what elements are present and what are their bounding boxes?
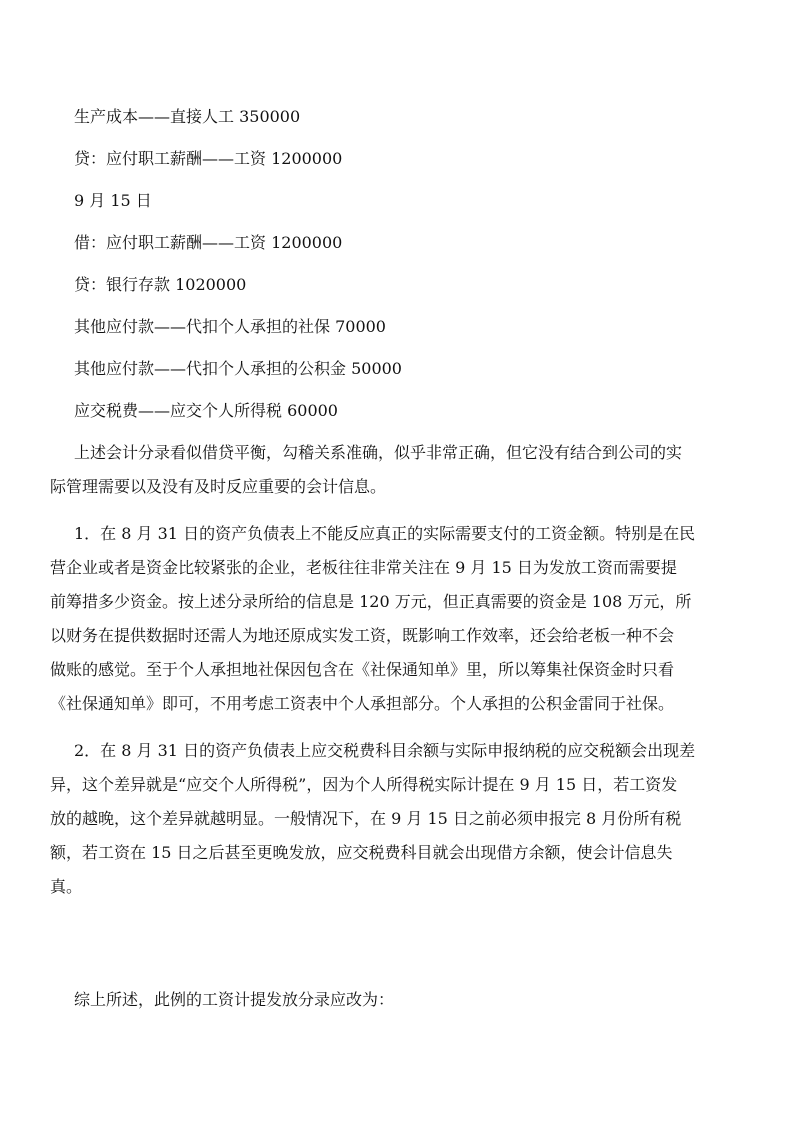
entry-line: 借：应付职工薪酬——工资 1200000 <box>74 233 343 252</box>
entry-line: 生产成本——直接人工 350000 <box>74 107 301 126</box>
paragraph-line: 际管理需要以及没有及时反应重要的会计信息。 <box>50 477 387 496</box>
paragraph-point-2 <box>50 734 728 904</box>
paragraph-line: 前筹措多少资金。按上述分录所给的信息是 120 万元，但正真需要的资金是 108 万元，所 <box>50 592 692 611</box>
paragraph-line: 营企业或者是资金比较紧张的企业，老板往往非常关注在 9 月 15 日为发放工资而需要提 <box>50 558 677 577</box>
paragraph-line: 额，若工资在 15 日之后甚至更晚发放，应交税费科目就会出现借方余额，使会计信息失 <box>50 843 673 862</box>
paragraph-line: 综上所述，此例的工资计提发放分录应改为： <box>74 990 395 1009</box>
entry-date: 9 月 15 日 <box>74 191 152 210</box>
paragraph-summary <box>50 436 728 504</box>
paragraph-line: 上述会计分录看似借贷平衡，勾稽关系准确，似乎非常正确，但它没有结合到公司的实 <box>74 443 683 462</box>
entry-line: 其他应付款——代扣个人承担的社保 70000 <box>74 317 386 336</box>
paragraph-line: 真。 <box>50 877 83 896</box>
paragraph-line: 《社保通知单》即可，不用考虑工资表中个人承担部分。个人承担的公积金雷同于社保。 <box>50 694 675 713</box>
paragraph-line: 以财务在提供数据时还需人为地还原成实发工资，既影响工作效率，还会给老板一种不会 <box>50 626 675 645</box>
entry-line: 其他应付款——代扣个人承担的公积金 50000 <box>74 359 402 378</box>
paragraph-conclusion <box>74 983 728 1017</box>
paragraph-line: 1．在 8 月 31 日的资产负债表上不能反应真正的实际需要支付的工资金额。特别是在民 <box>74 524 696 543</box>
paragraph-line: 放的越晚，这个差异就越明显。一般情况下，在 9 月 15 日之前必须申报完 8 月份所有税 <box>50 809 682 828</box>
entry-line: 贷：银行存款 1020000 <box>74 275 247 294</box>
paragraph-line: 2．在 8 月 31 日的资产负债表上应交税费科目余额与实际申报纳税的应交税额会出现差 <box>74 741 696 760</box>
entry-line: 贷：应付职工薪酬——工资 1200000 <box>74 149 343 168</box>
entry-line: 应交税费——应交个人所得税 60000 <box>74 401 338 420</box>
paragraph-line: 异，这个差异就是“应交个人所得税”，因为个人所得税实际计提在 9 月 15 日，若工资发 <box>50 775 678 794</box>
paragraph-line: 做账的感觉。至于个人承担地社保因包含在《社保通知单》里，所以筹集社保资金时只看 <box>50 660 675 679</box>
paragraph-point-1 <box>50 517 728 721</box>
